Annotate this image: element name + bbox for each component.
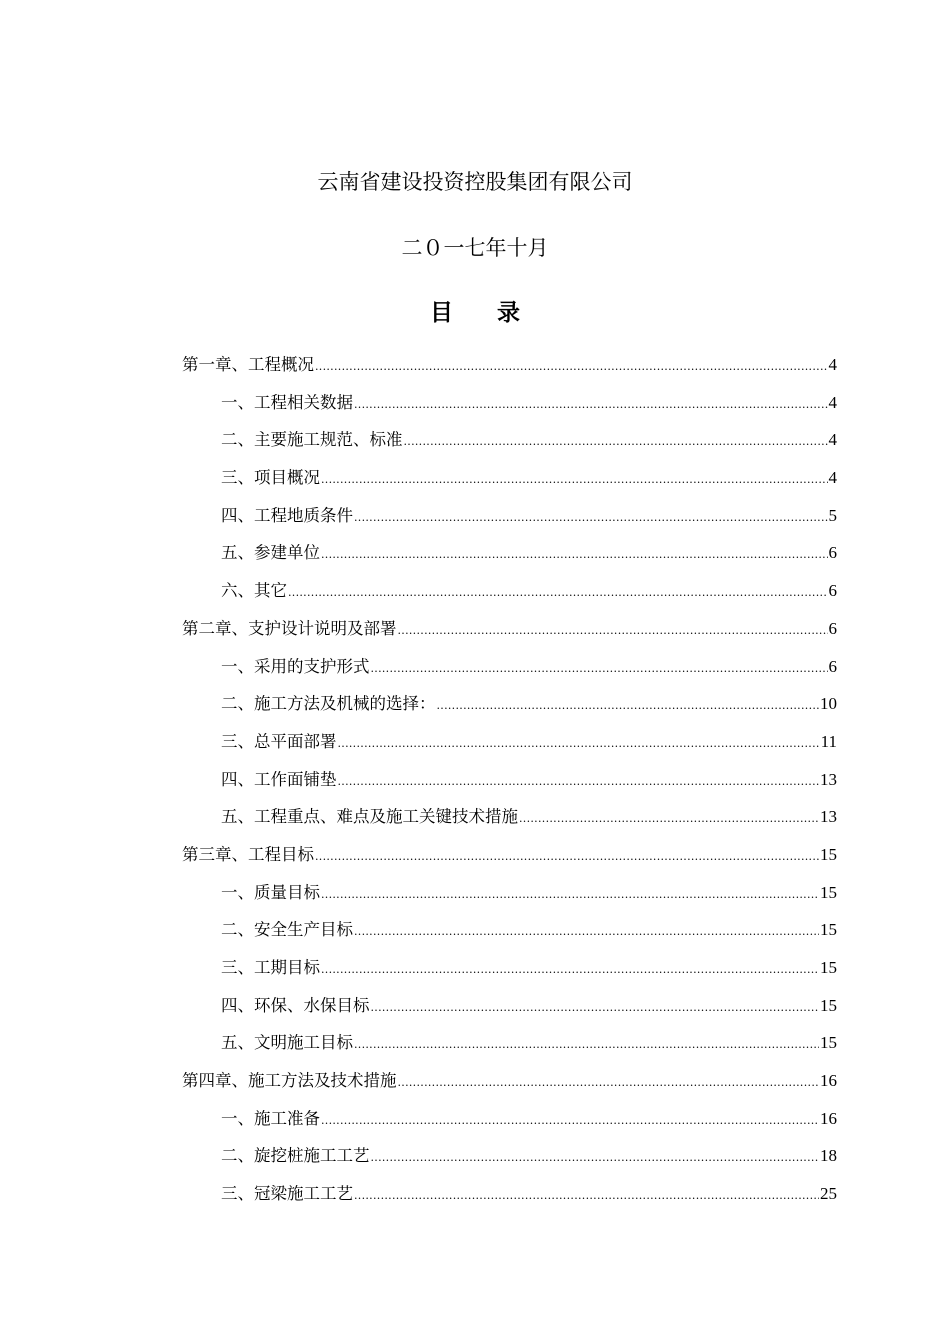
toc-page-number: 16 [820,1108,837,1128]
toc-page-number: 25 [820,1184,837,1204]
toc-page-number: 4 [828,355,837,374]
toc-dot-leader [321,536,828,574]
toc-entry-title: 五、工程重点、难点及施工关键技术措施 [221,807,518,827]
toc-section-entry[interactable] [182,421,837,459]
toc-page-number: 5 [828,505,837,525]
toc-dot-leader [371,1139,820,1177]
toc-dot-leader [338,725,820,763]
toc-dot-leader [398,1064,820,1102]
toc-page-number: 15 [820,995,837,1015]
toc-entry-title: 二、安全生产目标 [221,920,353,940]
toc-entry-title: 一、工程相关数据 [221,392,353,412]
toc-entry-title: 六、其它 [221,581,287,601]
toc-page-number: 6 [828,543,837,563]
toc-section-entry[interactable] [182,459,837,497]
toc-chapter-entry[interactable] [182,1062,837,1100]
toc-section-entry[interactable] [182,1175,837,1213]
toc-page-number: 4 [828,392,837,412]
toc-section-entry[interactable] [182,534,837,572]
toc-section-entry[interactable] [182,911,837,949]
toc-section-entry[interactable] [182,1100,837,1138]
toc-entry-title: 一、施工准备 [221,1108,320,1128]
toc-section-entry[interactable] [182,685,837,723]
toc-entry-title: 三、项目概况 [221,468,320,488]
toc-page-number: 4 [828,468,837,488]
toc-dot-leader [354,913,819,951]
toc-dot-leader [321,461,828,499]
toc-page-number: 15 [820,844,837,864]
toc-page-number: 16 [820,1071,837,1091]
toc-entry-title: 第四章、施工方法及技术措施 [182,1071,397,1091]
toc-dot-leader [288,574,828,612]
toc-page-number: 13 [820,769,837,789]
toc-entry-title: 三、工期目标 [221,958,320,977]
toc-dot-leader [315,348,828,386]
toc-entry-title: 三、总平面部署 [221,731,337,751]
toc-entry-title: 二、施工方法及机械的选择： [221,694,436,714]
toc-entry-title: 第一章、工程概况 [182,355,314,374]
toc-section-entry[interactable] [182,874,837,912]
toc-dot-leader [371,989,820,1027]
toc-section-entry[interactable] [182,987,837,1025]
toc-chapter-entry[interactable] [182,346,837,384]
toc-dot-leader [404,423,828,461]
toc-chapter-entry[interactable] [182,610,837,648]
toc-dot-leader [321,951,819,989]
toc-dot-leader [338,763,820,801]
toc-page-number: 15 [820,958,837,977]
toc-heading-part-2: 录 [497,300,520,326]
toc-entry-title: 一、采用的支护形式 [221,656,370,676]
toc-page-number: 10 [820,694,837,714]
toc-section-entry[interactable] [182,497,837,535]
toc-entry-title: 四、工作面铺垫 [221,769,337,789]
company-name: 云南省建设投资控股集团有限公司 [317,170,633,194]
toc-heading-part-1: 目 [430,300,453,326]
toc-dot-leader [371,650,828,688]
toc-section-entry[interactable] [182,1024,837,1062]
toc-dot-leader [354,1177,819,1215]
document-date: 二０一七年十月 [401,236,549,260]
toc-entry-title: 第二章、支护设计说明及部署 [182,618,397,638]
toc-page-number: 13 [820,807,837,827]
toc-dot-leader [437,687,820,725]
toc-dot-leader [519,800,819,838]
toc-section-entry[interactable] [182,761,837,799]
toc-entry-title: 二、主要施工规范、标准 [221,430,403,450]
toc-dot-leader [354,1026,819,1064]
toc-page-number: 6 [828,656,837,676]
toc-section-entry[interactable] [182,1137,837,1175]
table-of-contents [182,346,837,1213]
toc-entry-title: 三、冠梁施工工艺 [221,1184,353,1204]
toc-dot-leader [398,612,828,650]
toc-page-number: 6 [828,618,837,638]
toc-section-entry[interactable] [182,648,837,686]
toc-heading [0,296,950,330]
toc-entry-title: 四、环保、水保目标 [221,995,370,1015]
toc-entry-title: 四、工程地质条件 [221,505,353,525]
toc-page-number: 18 [820,1146,837,1166]
toc-entry-title: 二、旋挖桩施工工艺 [221,1146,370,1166]
toc-entry-title: 五、文明施工目标 [221,1033,353,1053]
toc-section-entry[interactable] [182,949,837,987]
toc-entry-title: 一、质量目标 [221,882,320,902]
toc-entry-title: 五、参建单位 [221,543,320,563]
toc-dot-leader [315,838,819,876]
toc-page-number: 15 [820,882,837,902]
toc-dot-leader [321,1102,819,1140]
toc-chapter-entry[interactable] [182,836,837,874]
toc-entry-title: 第三章、工程目标 [182,844,314,864]
toc-page-number: 4 [828,430,837,450]
toc-page-number: 15 [820,1033,837,1053]
toc-section-entry[interactable] [182,572,837,610]
toc-section-entry[interactable] [182,723,837,761]
toc-page-number: 11 [820,731,837,751]
toc-dot-leader [354,386,828,424]
toc-section-entry[interactable] [182,798,837,836]
toc-section-entry[interactable] [182,384,837,422]
toc-page-number: 15 [820,920,837,940]
toc-dot-leader [354,499,828,537]
toc-page-number: 6 [828,581,837,601]
toc-dot-leader [321,876,819,914]
